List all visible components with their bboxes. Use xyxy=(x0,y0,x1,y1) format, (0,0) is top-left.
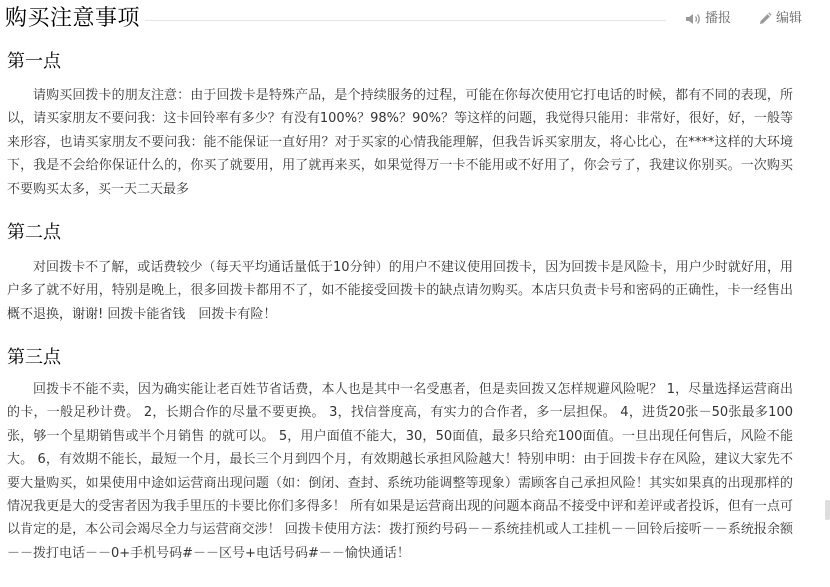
page-title: 购买注意事项 xyxy=(5,6,141,31)
speaker-icon xyxy=(685,12,701,26)
section-text-2: 对回拨卡不了解，或话费较少（每天平均通话量低于10分钟）的用户不建议使用回拨卡，因为回拨卡是风险卡，用户少时就好用，用户多了就不好用，特别是晚上，很多回拨卡都用不了，如不能接受回拨卡的缺点请勿购买。本店只负责卡号和密码的正确性，卡一经售出概不退换，谢谢! 回拨卡能省钱 回拨卡有险！ xyxy=(7,260,793,322)
broadcast-label: 播报 xyxy=(705,11,732,26)
section-text-3: 回拨卡不能不卖，因为确实能让老百姓节省话费，本人也是其中一名受惠者，但是卖回拨又怎样规避风险呢？ 1，尽量选择运营商出的卡，一般足秒计费。 2，长期合作的尽量不要更换。 3，找信誉度高，有实力的合作者，多一层担保。 4，进货20张－50张最多100张，够一个星期销售或半个月销售 的就可以。 5，用户面值不能大，30，50面值，最多只给充100面值。一旦出现任何售后，风险不能大。 6，有效期不能长，最短一个月，最长三个月到四个月，有效期越长承担风险越大！特别申明：由于回拨卡存在风险，建议大家先不要大量购买，如果使用中途如运营商出现问题（如：倒闭、查封、系统功能调整等现象）需顾客自己承担风险！其实如果真的出现那样的情况我更是大的受害者因为我手里压的卡要比你们多得多！ 所有如果是运营商出现的问题本商品不接受中评和差评或者投诉，但有一点可以肯定的是，本公司会竭尽全力与运营商交涉！ 回拨卡使用方法：拨打预约号码－－系统挂机或人工挂机－－回铃后接听－－系统报余额－－拨打电话－－0+手机号码#－－区号+电话号码#－－愉快通话！ xyxy=(7,382,793,561)
section-title-1: 第一点 xyxy=(7,51,61,72)
broadcast-button[interactable] xyxy=(685,9,731,29)
section-title-2: 第二点 xyxy=(7,222,61,243)
section-title-3: 第三点 xyxy=(7,347,61,368)
edit-label: 编辑 xyxy=(776,11,803,26)
title-divider xyxy=(145,20,666,21)
pencil-icon xyxy=(758,12,772,26)
header xyxy=(5,4,830,34)
scrollbar[interactable] xyxy=(825,500,830,520)
edit-button[interactable] xyxy=(758,9,802,29)
section-text-1: 请购买回拨卡的朋友注意：由于回拨卡是特殊产品，是个持续服务的过程，可能在你每次使用它打电话的时候，都有不同的表现，所以，请买家朋友不要问我：这卡回铃率有多少？有没有100%？98%？90%？等这样的问题，我觉得只能用：非常好，很好，好，一般等来形容，也请买家朋友不要问我：能不能保证一直好用？对于买家的心情我能理解，但我告诉买家朋友，将心比心，在****这样的大环境下，我是不会给你保证什么的，你买了就要用，用了就再来买，如果觉得万一卡不能用或不好用了，你会亏了，我建议你别买。一次购买不要购买太多，买一天二天最多 xyxy=(7,88,793,197)
